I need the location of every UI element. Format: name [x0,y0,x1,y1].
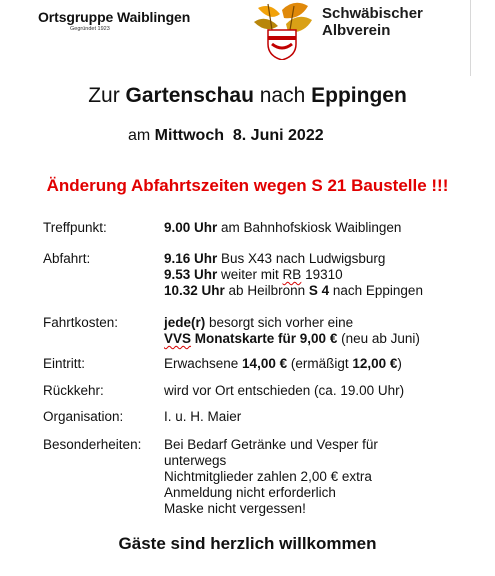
departure-destination: nach Eppingen [329,283,423,298]
note-line-4: Anmeldung nicht erforderlich [164,485,336,500]
cost-ticket: Monatskarte für 9,00 € [191,331,338,346]
label-rueckkehr: Rückkehr: [43,383,104,398]
entry-close-paren: ) [397,356,402,371]
entry-reduced-label: (ermäßigt [287,356,353,371]
title-mid: nach [253,84,312,107]
club-name-line2: Albverein [322,22,391,39]
entry-adults: Erwachsene [164,356,243,371]
club-name [322,5,423,39]
value-treffpunkt [164,220,401,236]
departure-time-3: 10.32 Uhr [164,283,225,298]
meeting-place: am Bahnhofskiosk Waiblingen [217,220,402,235]
label-eintritt: Eintritt: [43,356,86,371]
note-line-3: Nichtmitglieder zahlen 2,00 € extra [164,469,372,484]
welcome-footer: Gäste sind herzlich willkommen [118,534,377,553]
departure-text-3: ab Heilbronn [224,283,309,298]
date-prefix: am [128,127,155,144]
label-besonderheiten: Besonderheiten: [43,437,142,452]
cost-each: jede(r) [164,315,206,330]
cost-text-1: besorgt sich vorher eine [205,315,354,330]
train-rb: RB [282,267,302,282]
albverein-logo-icon [250,0,314,60]
departure-text-1: Bus X43 nach Ludwigsburg [217,251,386,266]
value-besonderheiten [164,437,378,517]
cost-line-2 [164,331,420,347]
page-title [0,84,495,108]
date-weekday: Mittwoch [154,127,224,144]
value-rueckkehr: wird vor Ort entschieden (ca. 19.00 Uhr) [164,383,405,398]
page-edge-divider [470,0,471,76]
entry-price: 14,00 € [242,356,288,371]
cost-vvs: VVS [164,331,192,346]
train-number: 19310 [301,267,343,282]
label-abfahrt: Abfahrt: [43,251,91,266]
departure-time-2: 9.53 Uhr [164,267,218,282]
label-fahrtkosten: Fahrtkosten: [43,315,119,330]
title-destination-town: Eppingen [311,84,407,107]
value-abfahrt [164,251,423,299]
founded-note: Gegründet 1923 [70,26,110,32]
departure-text-2: weiter mit [217,267,283,282]
meeting-time: 9.00 Uhr [164,220,218,235]
note-line-2: unterwegs [164,453,227,468]
departure-time-1: 9.16 Uhr [164,251,218,266]
cost-note: (neu ab Juni) [337,331,420,346]
departure-line-1 [164,251,423,267]
title-destination-event: Gartenschau [125,84,254,107]
value-organisation: I. u. H. Maier [164,409,242,424]
date-value: 8. Juni 2022 [232,127,324,144]
event-date [128,127,324,145]
note-line-1: Bei Bedarf Getränke und Vesper für [164,437,378,452]
title-prefix: Zur [88,84,126,107]
label-organisation: Organisation: [43,409,124,424]
alert-notice: Änderung Abfahrtszeiten wegen S 21 Baustelle !!! [46,176,449,195]
entry-reduced-price: 12,00 € [352,356,398,371]
club-name-line1: Schwäbischer [322,5,423,22]
value-eintritt [164,356,402,372]
departure-line-2 [164,267,423,283]
train-s4: S 4 [308,283,330,298]
cost-line-1 [164,315,420,331]
label-treffpunkt: Treffpunkt: [43,220,107,235]
departure-line-3 [164,283,423,299]
value-fahrtkosten [164,315,420,347]
note-line-5: Maske nicht vergessen! [164,501,306,516]
org-name: Ortsgruppe Waiblingen [38,9,191,25]
